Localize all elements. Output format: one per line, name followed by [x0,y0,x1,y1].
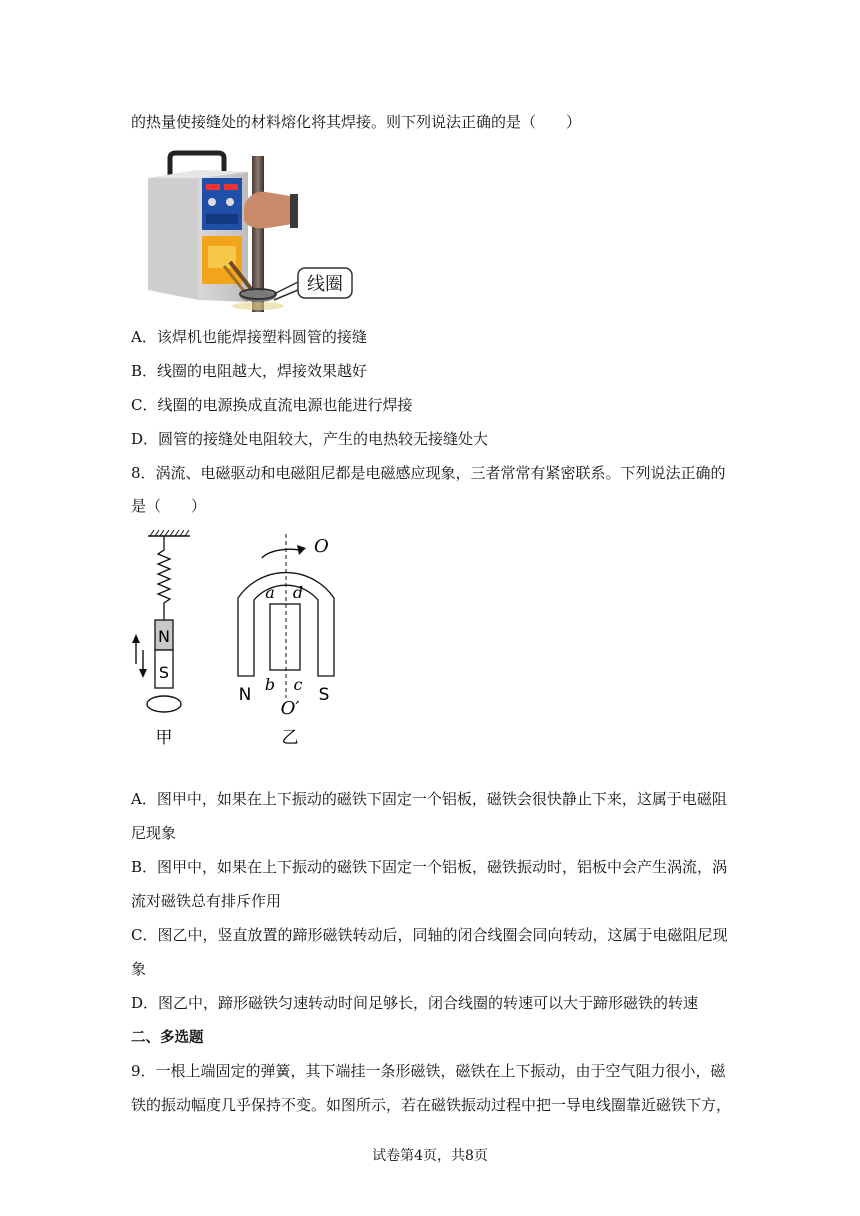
q8-stem-line2: 是（ ） [131,497,207,515]
q8-option-d: D．图乙中，蹄形磁铁匀速转动时间足够长，闭合线圈的转速可以大于蹄形磁铁的转速 [131,994,699,1012]
yi-pole-s: S [318,685,330,705]
q8-option-b-line1: B．图甲中，如果在上下振动的磁铁下固定一个铝板，磁铁振动时，铝板中会产生涡流，涡 [131,858,728,876]
q8-option-b-line2: 流对磁铁总有排斥作用 [131,892,282,910]
q8-option-c-line2: 象 [131,960,147,978]
coil-callout-label: 线圈 [307,274,343,295]
jia-caption: 甲 [155,728,173,748]
page-footer: 试卷第4页，共8页 [372,1148,488,1164]
q7-option-a: A．该焊机也能焊接塑料圆管的接缝 [131,328,367,346]
yi-axis-o-prime: O′ [280,698,300,719]
q8-stem-line1: 8．涡流、电磁驱动和电磁阻尼都是电磁感应现象，三者常常有紧密联系。下列说法正确的 [131,464,726,482]
yi-coil-c: c [293,675,303,694]
section-title-multi-choice: 二、多选题 [131,1030,204,1046]
q8-option-c-line1: C．图乙中，竖直放置的蹄形磁铁转动后，同轴的闭合线圈会同向转动，这属于电磁阻尼现 [131,926,728,944]
jia-magnet-s: S [158,663,170,682]
yi-coil-b: b [264,675,276,694]
q9-line1: 9．一根上端固定的弹簧，其下端挂一条形磁铁，磁铁在上下振动，由于空气阻力很小，磁 [131,1062,726,1080]
figure-yi-horseshoe-magnet [228,528,348,753]
q8-option-a-line1: A．图甲中，如果在上下振动的磁铁下固定一个铝板，磁铁会很快静止下来，这属于电磁阻 [131,790,727,808]
q7-option-c: C．线圈的电源换成直流电源也能进行焊接 [131,396,413,414]
welding-machine-photo [140,150,360,312]
q7-stem-tail: 的热量使接缝处的材料熔化将其焊接。则下列说法正确的是（ ） [131,113,582,131]
q7-option-d: D．圆管的接缝处电阻较大，产生的电热较无接缝处大 [131,430,489,448]
q8-option-a-line2: 尼现象 [131,824,177,842]
yi-pole-n: N [238,685,252,705]
yi-axis-o: O [314,536,329,557]
yi-coil-a: a [265,583,275,602]
jia-magnet-n: N [158,627,170,646]
yi-caption: 乙 [281,728,299,748]
q9-line2: 铁的振动幅度几乎保持不变。如图所示，若在磁铁振动过程中把一导电线圈靠近磁铁下方， [131,1096,732,1114]
yi-coil-d: d [292,583,304,602]
figure-jia-spring-magnet [124,528,204,753]
q7-option-b: B．线圈的电阻越大，焊接效果越好 [131,362,368,380]
